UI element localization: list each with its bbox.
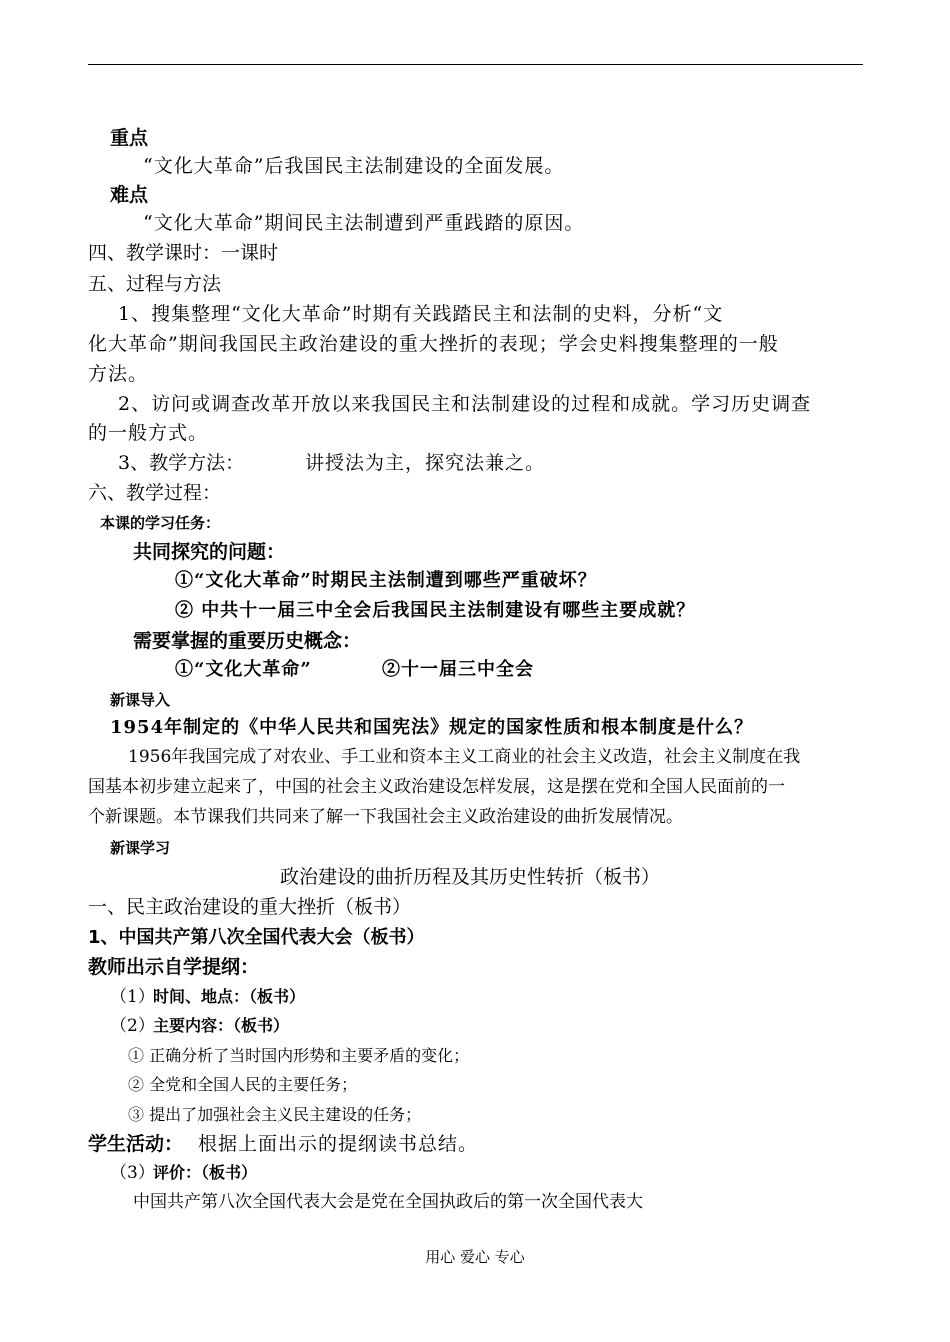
outline-3-number: （3） <box>110 1163 155 1183</box>
concept-1: ①“文化大革命” <box>175 659 312 680</box>
method1-line2: 化大革命”期间我国民主政治建设的重大挫折的表现；学会史料搜集整理的一般 <box>88 333 779 355</box>
concept-2: ②十一届三中全会 <box>382 659 534 680</box>
activity-label: 学生活动： <box>88 1133 184 1155</box>
intro-para-line1: 1956年我国完成了对农业、手工业和资本主义工商业的社会主义改造，社会主义制度在我 <box>128 747 801 767</box>
activity-text: 根据上面出示的提纲读书总结。 <box>198 1133 479 1155</box>
part-1-heading: 一、民主政治建设的重大挫折（板书） <box>88 896 412 918</box>
header-rule <box>88 64 863 65</box>
page-footer: 用心 爱心 专心 <box>425 1248 525 1266</box>
method1-line1: 1、搜集整理“文化大革命”时期有关践踏民主和法制的史料，分析“文 <box>118 303 724 325</box>
nandian-text: “文化大革命”期间民主法制遭到严重践踏的原因。 <box>143 212 585 234</box>
outline-3-text: 评价：（板书） <box>153 1163 258 1182</box>
content-2: ② 全党和全国人民的主要任务； <box>128 1075 358 1094</box>
content-3: ③ 提出了加强社会主义民主建设的任务； <box>128 1105 422 1124</box>
intro-label: 新课导入 <box>110 691 171 709</box>
content-1: ① 正确分析了当时国内形势和主要矛盾的变化； <box>128 1046 470 1065</box>
method2-line2: 的一般方式。 <box>88 422 209 444</box>
board-title: 政治建设的曲折历程及其历史性转折（板书） <box>280 866 661 888</box>
intro-question: 1954年制定的《中华人民共和国宪法》规定的国家性质和根本制度是什么？ <box>110 717 754 738</box>
method3-label: 3、教学方法： <box>118 452 245 474</box>
tasks-heading: 本课的学习任务： <box>100 514 221 532</box>
guocheng-heading: 五、过程与方法 <box>88 273 222 295</box>
question-2: ② 中共十一届三中全会后我国民主法制建设有哪些主要成就？ <box>175 600 696 621</box>
intro-para-line2: 国基本初步建立起来了，中国的社会主义政治建设怎样发展，这是摆在党和全国人民面前的一 <box>88 777 785 797</box>
outline-heading: 教师出示自学提纲： <box>88 956 260 978</box>
nandian-label: 难点 <box>110 184 149 206</box>
outline-1-text: 时间、地点：（板书） <box>153 987 306 1006</box>
method1-line3: 方法。 <box>88 363 149 385</box>
method2-line1: 2、访问或调查改革开放以来我国民主和法制建设的过程和成就。学习历史调查 <box>118 393 812 415</box>
zhongdian-text: “文化大革命”后我国民主法制建设的全面发展。 <box>143 155 565 177</box>
outline-2-text: 主要内容：（板书） <box>153 1016 290 1035</box>
method3-value: 讲授法为主，探究法兼之。 <box>305 452 546 474</box>
study-label: 新课学习 <box>110 839 171 857</box>
question-1: ①“文化大革命”时期民主法制遭到哪些严重破坏？ <box>175 570 597 591</box>
outline-1-number: （1） <box>110 987 155 1007</box>
concepts-heading: 需要掌握的重要历史概念： <box>133 630 362 652</box>
item-1-heading: 1、中国共产第八次全国代表大会（板书） <box>88 927 425 948</box>
jiaoxue-heading: 六、教学过程： <box>88 482 222 504</box>
outline-2-number: （2） <box>110 1016 155 1036</box>
keshi-heading: 四、教学课时：一课时 <box>88 242 279 264</box>
questions-heading: 共同探究的问题： <box>133 541 286 563</box>
intro-para-line3: 个新课题。本节课我们共同来了解一下我国社会主义政治建设的曲折发展情况。 <box>88 807 683 827</box>
zhongdian-label: 重点 <box>110 127 149 149</box>
evaluation-text: 中国共产第八次全国代表大会是党在全国执政后的第一次全国代表大 <box>133 1192 643 1212</box>
